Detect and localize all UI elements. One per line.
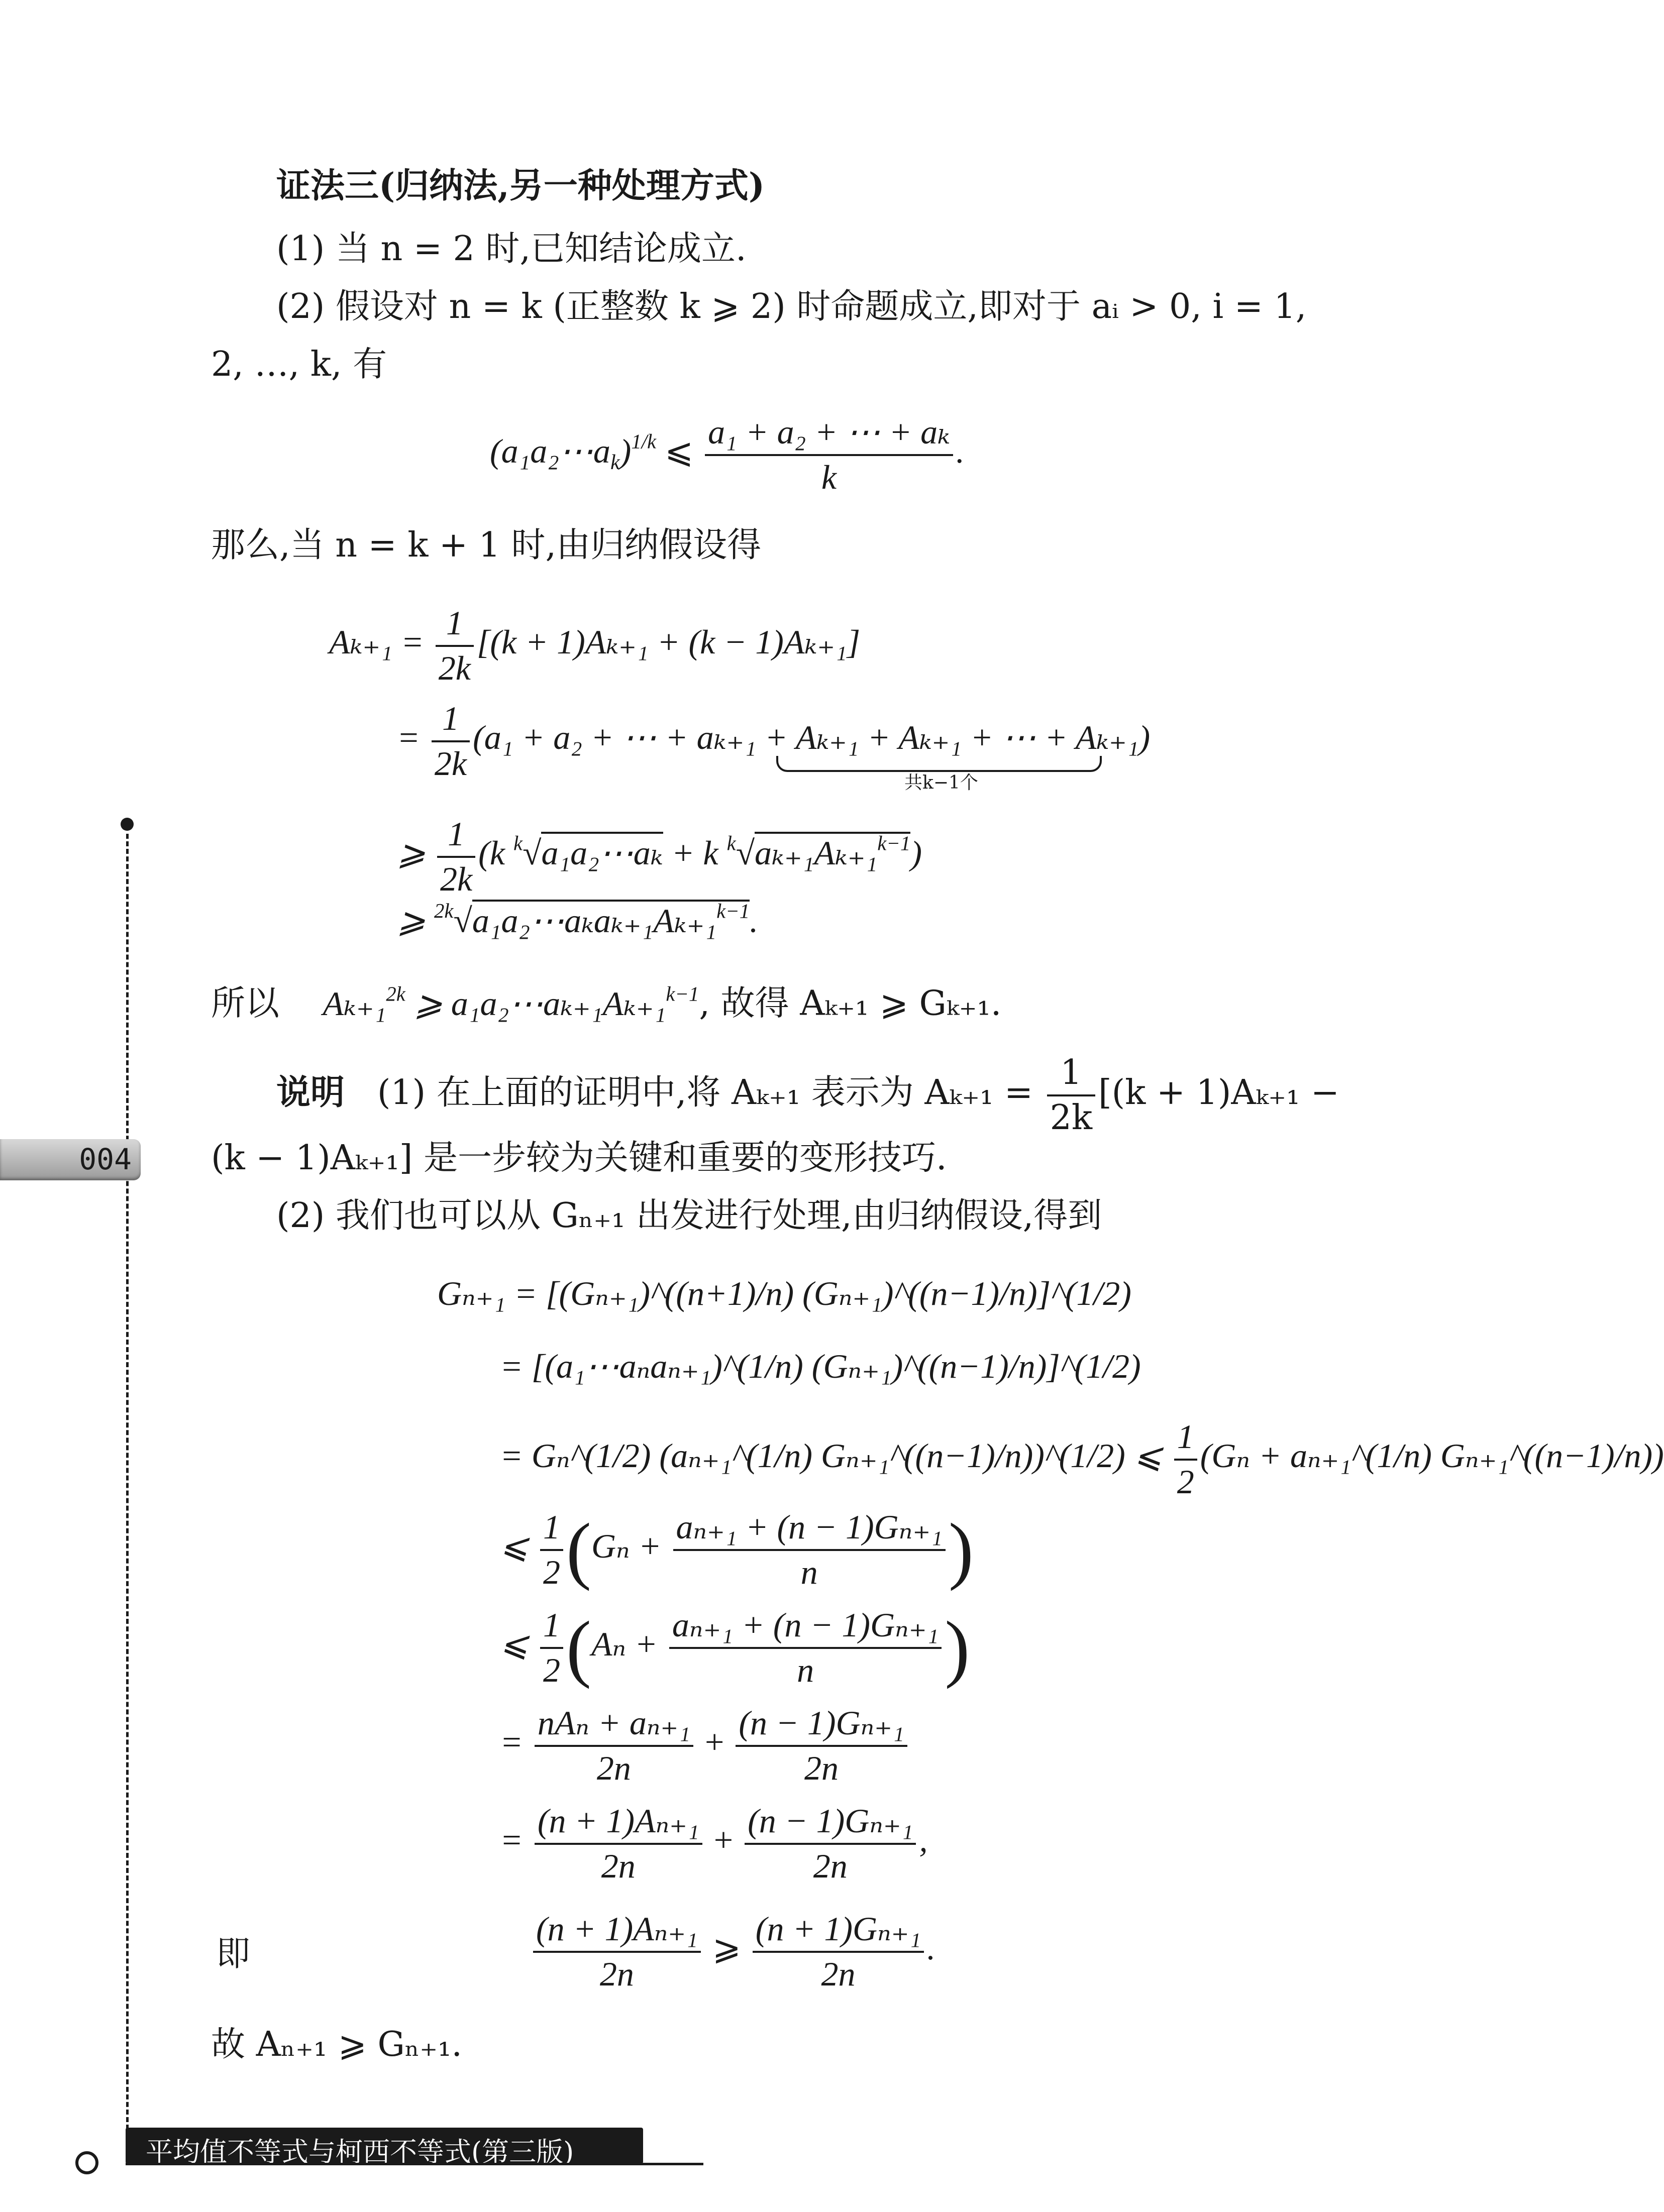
step-2-line-b: 2, …, k, 有 [211,345,387,384]
page-number-tab [0,1139,141,1180]
note-paragraph-1: 说明 (1) 在上面的证明中,将 Aₖ₊₁ 表示为 Aₖ₊₁ = $\frac{1}{2k}$ [(k + 1)Aₖ₊₁ − [276,1053,1340,1138]
equation-hypothesis: $(a_1a_2\cdots a_k)^{1/k}$ ⩽ $\frac{\text{a₁ + a₂ + ⋯ + aₖ}}{k}$ . [490,413,965,496]
conclusion-equation: $\frac{\text{(n + 1)Aₙ₊₁}}{2n}$ ⩾ $\frac{\text{(n + 1)Gₙ₊₁}}{2n}$ . [530,1909,935,1995]
proof-heading: 证法三(归纳法,另一种处理方式) [276,166,765,206]
derivation1-line3: ⩾ $\frac{1}{2k}$ (k $^k$√a₁a₂⋯aₖ + k $^k$√aₖ₊₁Aₖ₊₁$^{k-1}$) [397,815,922,898]
derivation2-line1: Gₙ₊₁ = [(Gₙ₊₁)^((n+1)/n) (Gₙ₊₁)^((n−1)/n)]^(1/2) [437,1274,1131,1312]
step-1: (1) 当 n = 2 时,已知结论成立. [276,229,747,269]
step-2-line-a: (2) 假设对 n = k (正整数 k ⩾ 2) 时命题成立,即对于 aᵢ > 0, i = 1, [276,287,1307,326]
underbrace-terms: Aₖ₊₁ + Aₖ₊₁ + ⋯ + Aₖ₊₁ [795,718,1139,757]
conclusion-label: 即 [216,1934,251,1974]
derivation2-line7: = $\frac{\text{(n + 1)Aₙ₊₁}}{2n}$ + $\frac{\text{(n − 1)Gₙ₊₁}}{2n}$ , [500,1802,928,1885]
note-paragraph-2: (2) 我们也可以从 Gₙ₊₁ 出发进行处理,由归纳假设,得到 [276,1196,1102,1236]
note-paragraph-1-cont: (k − 1)Aₖ₊₁] 是一步较为关键和重要的变形技巧. [211,1138,947,1178]
so-line: 所以 Aₖ₊₁$^{2k}$ ⩾ a₁a₂⋯aₖ₊₁Aₖ₊₁$^{k-1}$, 故得 Aₖ₊₁ ⩾ Gₖ₊₁. [211,982,1002,1024]
derivation1-line2: = $\frac{1}{2k}$ (a₁ + a₂ + ⋯ + aₖ₊₁ + Aₖ₊₁ + Aₖ₊₁ + ⋯ + Aₖ₊₁) [397,699,1151,783]
footer-title: 平均值不等式与柯西不等式(第三版) [146,2136,574,2168]
derivation2-line4: ⩽ $\frac{1}{2}$ (Gₙ + $\frac{\text{aₙ₊₁ + (n − 1)Gₙ₊₁}}{n}$ ) [500,1508,974,1592]
underbrace-label: 共k−1个 [904,772,978,793]
derivation1-line4: ⩾ $^{2k}$√a₁a₂⋯aₖaₖ₊₁Aₖ₊₁$^{k-1}$. [397,900,759,940]
then-text: 那么,当 n = k + 1 时,由归纳假设得 [211,525,762,565]
derivation2-line5: ⩽ $\frac{1}{2}$ (Aₙ + $\frac{\text{aₙ₊₁ + (n − 1)Gₙ₊₁}}{n}$ ) [500,1606,970,1690]
derivation2-line2: = [(a₁⋯aₙaₙ₊₁)^(1/n) (Gₙ₊₁)^((n−1)/n)]^(1/2) [500,1347,1141,1385]
final-statement: 故 Aₙ₊₁ ⩾ Gₙ₊₁. [211,2025,463,2064]
footer-ring-icon [75,2151,98,2174]
margin-dot [121,818,134,831]
footer-rule [126,2163,703,2165]
footer-band [126,2128,643,2168]
derivation2-line6: = $\frac{\text{nAₙ + aₙ₊₁}}{2n}$ + $\frac{\text{(n − 1)Gₙ₊₁}}{2n}$ [500,1703,910,1789]
derivation2-line3: = Gₙ^(1/2) (aₙ₊₁^(1/n) Gₙ₊₁^((n−1)/n))^(1/2) ⩽ $\frac{1}{2}$ (Gₙ + aₙ₊₁^(1/n) Gₙ₊₁^((n−1)/n)) [500,1417,1664,1501]
page-number: 004 [79,1142,132,1176]
derivation1-line1: Aₖ₊₁ = $\frac{1}{2k}$ [(k + 1)Aₖ₊₁ + (k − 1)Aₖ₊₁] [329,604,861,687]
margin-dashed-rule [126,834,129,2130]
